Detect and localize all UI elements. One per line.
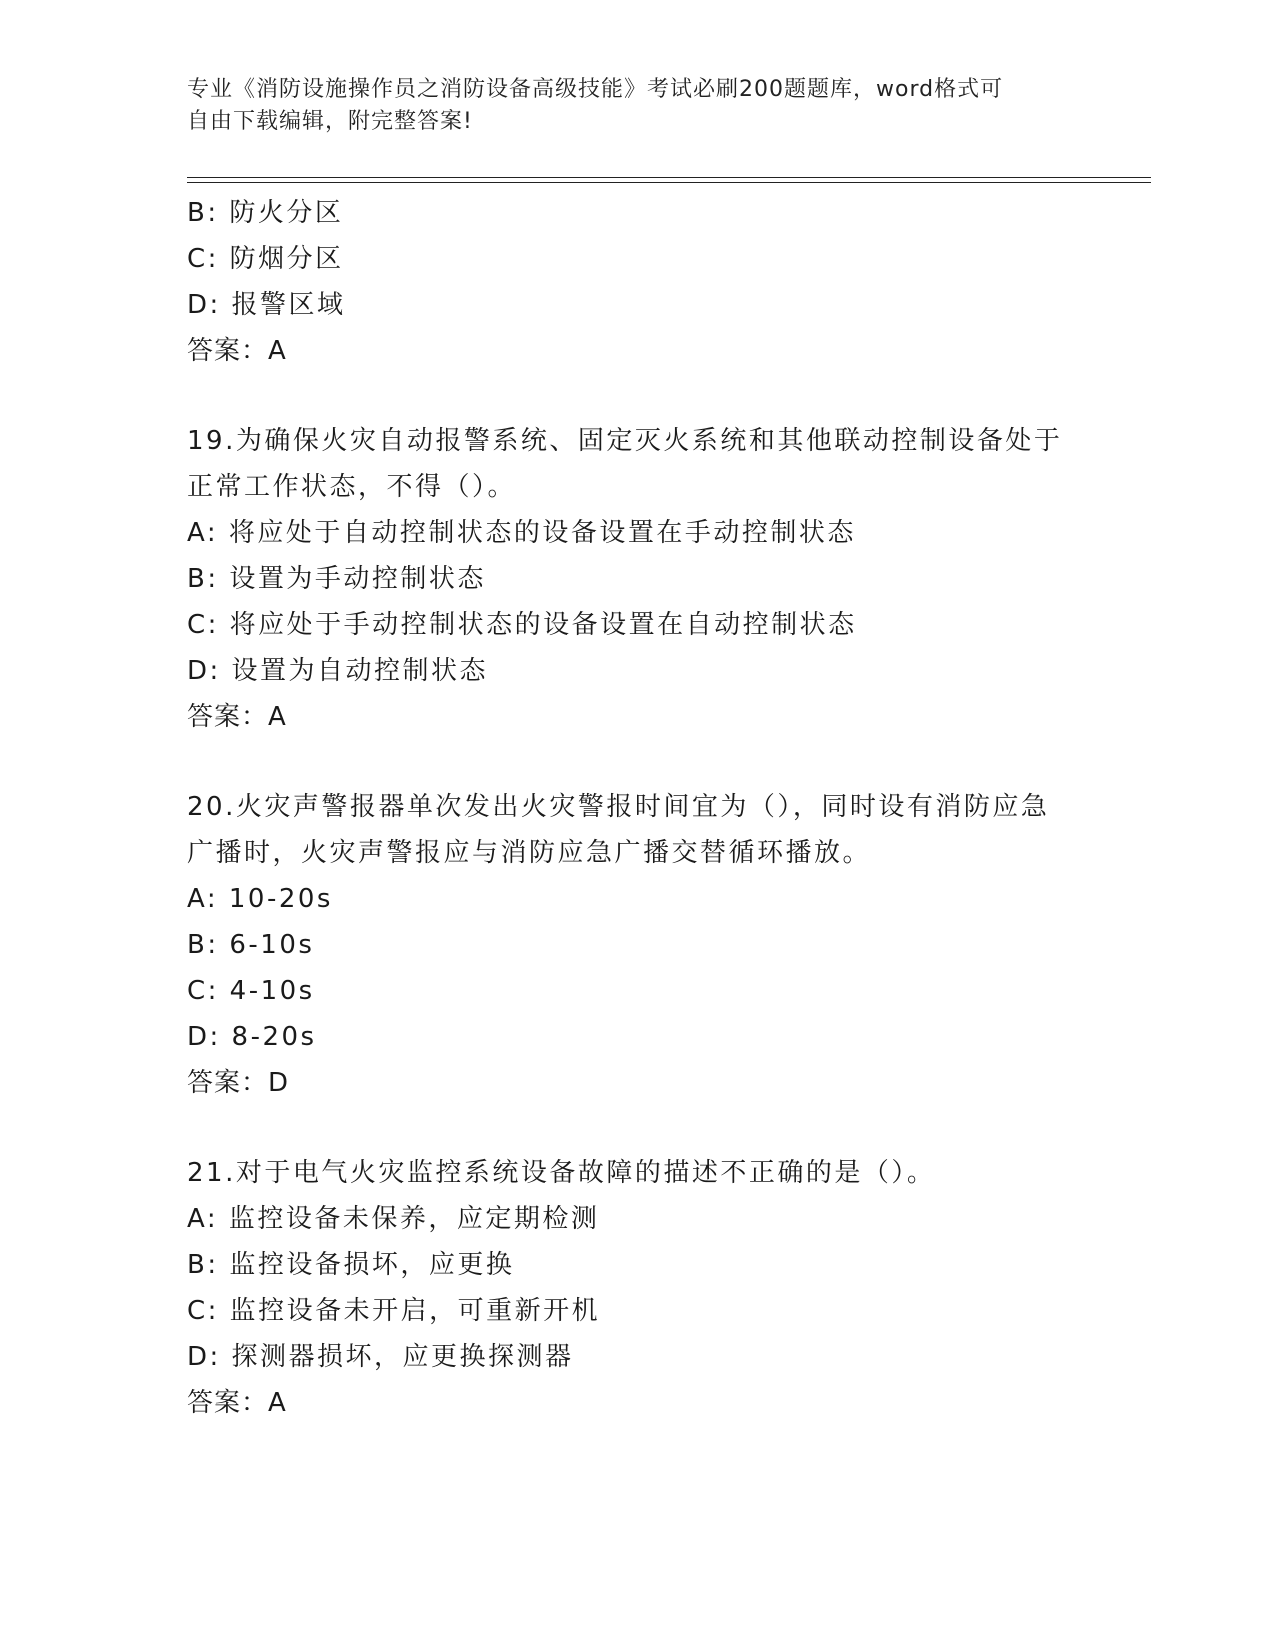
spacer [187,740,1087,784]
header-line-1: 专业《消防设施操作员之消防设备高级技能》考试必刷200题题库，word格式可 [187,77,1004,102]
option-d: D: 探测器损坏，应更换探测器 [187,1342,574,1372]
option-b: B: 设置为手动控制状态 [187,564,486,594]
option-a: A: 10-20s [187,884,333,914]
question-body [187,190,1087,1426]
spacer [187,374,1087,418]
option-b: B: 防火分区 [187,198,344,228]
question-stem-line: 正常工作状态，不得（）。 [187,472,517,502]
question-stem-line: 21.对于电气火灾监控系统设备故障的描述不正确的是（）。 [187,1158,936,1188]
question-block-prev [187,190,1087,374]
option-a: A: 将应处于自动控制状态的设备设置在手动控制状态 [187,518,856,548]
option-d: D: 8-20s [187,1022,317,1052]
option-c: C: 监控设备未开启，可重新开机 [187,1296,601,1326]
answer-line: 答案：A [187,1388,287,1418]
spacer [187,1106,1087,1150]
question-block-21 [187,1150,1087,1426]
answer-line: 答案：D [187,1068,290,1098]
answer-line: 答案：A [187,702,287,732]
option-c: C: 将应处于手动控制状态的设备设置在自动控制状态 [187,610,857,640]
option-d: D: 报警区域 [187,290,346,320]
document-header [187,74,1067,138]
option-d: D: 设置为自动控制状态 [187,656,489,686]
answer-line: 答案：A [187,336,287,366]
question-block-19 [187,418,1087,740]
question-stem-line: 广播时，火灾声警报应与消防应急广播交替循环播放。 [187,838,872,868]
option-c: C: 4-10s [187,976,315,1006]
option-c: C: 防烟分区 [187,244,344,274]
option-a: A: 监控设备未保养，应定期检测 [187,1204,600,1234]
question-stem-line: 19.为确保火灾自动报警系统、固定灭火系统和其他联动控制设备处于 [187,426,1063,456]
option-b: B: 6-10s [187,930,315,960]
question-block-20 [187,784,1087,1106]
header-line-2: 自由下载编辑，附完整答案! [187,109,473,134]
header-rule-top [187,177,1151,178]
question-stem-line: 20.火灾声警报器单次发出火灾警报时间宜为（），同时设有消防应急 [187,792,1050,822]
header-rule-bottom [187,182,1151,183]
option-b: B: 监控设备损坏，应更换 [187,1250,515,1280]
